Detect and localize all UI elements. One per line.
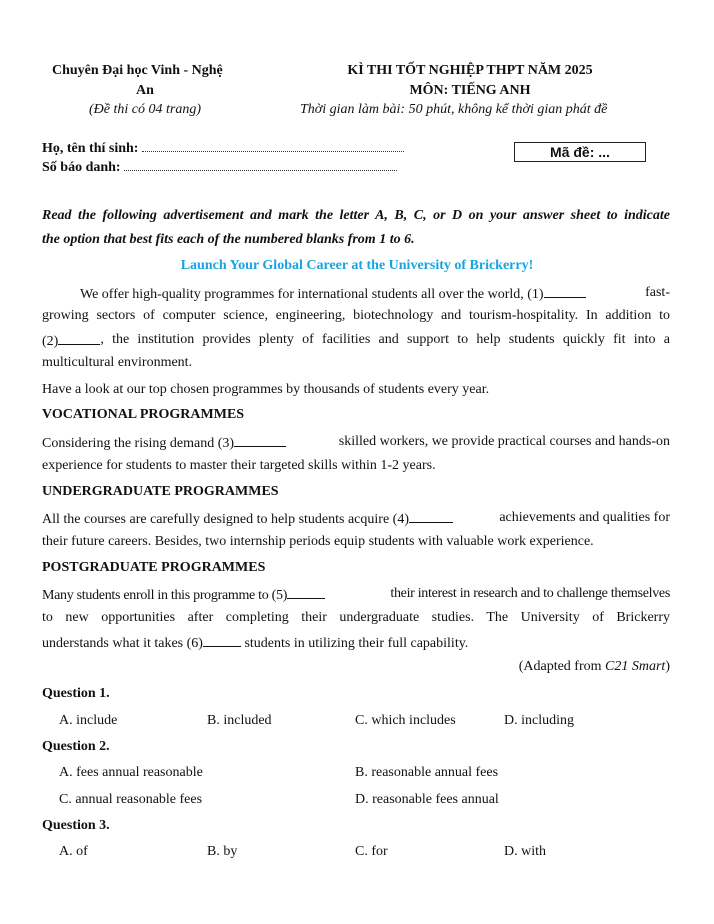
blank-3[interactable] bbox=[234, 434, 286, 447]
candidate-id-row bbox=[42, 160, 397, 176]
blank-5[interactable] bbox=[287, 586, 325, 599]
q3-option-c[interactable]: C. for bbox=[355, 844, 388, 859]
q1-option-a[interactable]: A. include bbox=[59, 713, 118, 728]
heading-vocational: VOCATIONAL PROGRAMMES bbox=[42, 407, 245, 422]
q2-option-b[interactable]: B. reasonable annual fees bbox=[355, 765, 499, 780]
q1-option-d[interactable]: D. including bbox=[504, 713, 574, 728]
candidate-id-label: Số báo danh: bbox=[42, 160, 121, 175]
q3-option-a[interactable]: A. of bbox=[59, 844, 88, 859]
candidate-name-field[interactable] bbox=[142, 141, 404, 152]
exam-subject: MÔN: TIẾNG ANH bbox=[409, 83, 531, 98]
postgrad-line2: to new opportunities after completing their undergraduate studies. The University of Brickerry bbox=[42, 610, 670, 625]
exam-title: KÌ THI TỐT NGHIỆP THPT NĂM 2025 bbox=[347, 63, 593, 78]
blank-2[interactable] bbox=[58, 332, 100, 345]
pages-note: (Đề thi có 04 trang) bbox=[89, 102, 201, 117]
school-name-line1: Chuyên Đại học Vinh - Nghệ bbox=[52, 63, 223, 78]
candidate-name-label: Họ, tên thí sinh: bbox=[42, 141, 139, 156]
q1-option-b[interactable]: B. included bbox=[207, 713, 272, 728]
blank-1[interactable] bbox=[544, 285, 586, 298]
blank-4[interactable] bbox=[409, 510, 453, 523]
q3-option-d[interactable]: D. with bbox=[504, 844, 546, 859]
question-1-label: Question 1. bbox=[42, 686, 110, 701]
q1-option-c[interactable]: C. which includes bbox=[355, 713, 456, 728]
passage-p1-line4: multicultural environment. bbox=[42, 355, 193, 370]
question-2-label: Question 2. bbox=[42, 739, 110, 754]
postgrad-line1: Many students enroll in this programme to (5) their interest in research and to challenge themselves bbox=[42, 586, 670, 603]
heading-undergraduate: UNDERGRADUATE PROGRAMMES bbox=[42, 484, 279, 499]
vocational-line1: Considering the rising demand (3) skilled workers, we provide practical courses and hands-on bbox=[42, 434, 670, 451]
q3-option-b[interactable]: B. by bbox=[207, 844, 238, 859]
undergrad-line2: their future careers. Besides, two internship periods equip students with valuable work experience. bbox=[42, 534, 594, 549]
exam-code-box: Mã đề: ... bbox=[514, 142, 646, 162]
blank-6[interactable] bbox=[203, 634, 241, 647]
instructions-line1: Read the following advertisement and mark the letter A, B, C, or D on your answer sheet to indicate bbox=[42, 208, 670, 223]
vocational-line2: experience for students to master their targeted skills within 1-2 years. bbox=[42, 458, 436, 473]
time-note: Thời gian làm bài: 50 phút, không kể thời gian phát đề bbox=[300, 102, 608, 117]
passage-p1-line1: We offer high-quality programmes for international students all over the world, (1) fast- bbox=[80, 285, 670, 302]
instructions-line2: the option that best fits each of the numbered blanks from 1 to 6. bbox=[42, 232, 415, 247]
passage-source: (Adapted from C21 Smart) bbox=[518, 659, 670, 674]
candidate-name-row bbox=[42, 141, 404, 157]
school-name-line2: An bbox=[136, 83, 154, 98]
heading-postgraduate: POSTGRADUATE PROGRAMMES bbox=[42, 560, 266, 575]
question-3-label: Question 3. bbox=[42, 818, 110, 833]
passage-p1-line3: (2) , the institution provides plenty of facilities and support to help students quickly fit into a bbox=[42, 332, 670, 349]
q2-option-d[interactable]: D. reasonable fees annual bbox=[355, 792, 499, 807]
q2-option-c[interactable]: C. annual reasonable fees bbox=[59, 792, 203, 807]
undergrad-line1: All the courses are carefully designed to help students acquire (4) achievements and qualities for bbox=[42, 510, 670, 527]
passage-p1-line2: growing sectors of computer science, engineering, biotechnology and tourism-hospitality. In addition to bbox=[42, 308, 670, 323]
passage-title: Launch Your Global Career at the University of Brickerry! bbox=[180, 258, 534, 273]
candidate-id-field[interactable] bbox=[124, 160, 397, 171]
q2-option-a[interactable]: A. fees annual reasonable bbox=[59, 765, 203, 780]
postgrad-line3: understands what it takes (6) students in utilizing their full capability. bbox=[42, 636, 469, 651]
passage-p2: Have a look at our top chosen programmes by thousands of students every year. bbox=[42, 382, 490, 397]
